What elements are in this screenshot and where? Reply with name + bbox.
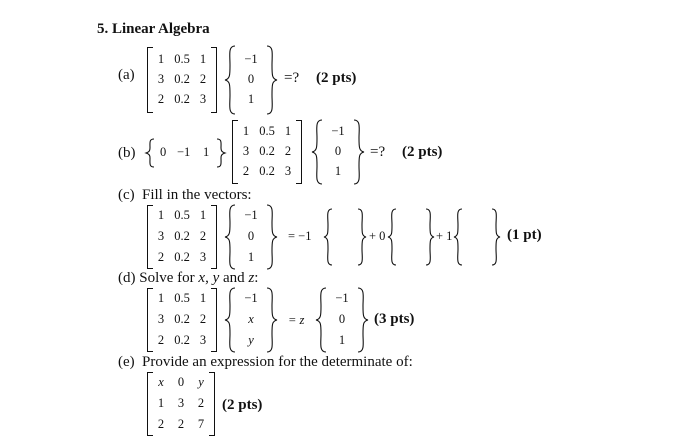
matrix-cell: 3 <box>157 312 165 326</box>
vector-cell: −1 <box>244 52 258 66</box>
matrix-cell: 2 <box>199 72 207 86</box>
left-brace-icon <box>223 204 237 270</box>
right-brace-icon <box>352 119 366 185</box>
part-e-label: (e) <box>118 354 135 370</box>
part-b-vector <box>325 120 351 184</box>
matrix-cell: 0.2 <box>259 164 275 178</box>
part-b-equals: =? <box>370 144 386 160</box>
part-c-matrix <box>147 205 217 269</box>
row-vector-cell: 1 <box>203 145 210 159</box>
right-brace-icon <box>356 287 370 353</box>
blank-vector-1[interactable] <box>336 210 354 264</box>
matrix-cell: 2 <box>284 144 292 158</box>
part-d-points: (3 pts) <box>374 311 415 327</box>
vector-cell: 1 <box>247 250 255 264</box>
part-c-points: (1 pt) <box>507 227 542 243</box>
matrix-cell: 3 <box>157 229 165 243</box>
part-d-text: Solve for <box>139 270 195 286</box>
matrix-cell: 2 <box>197 396 205 410</box>
left-brace-icon <box>310 119 324 185</box>
part-d-equals-z: = z <box>288 313 305 327</box>
vector-cell: −1 <box>244 291 258 305</box>
matrix-cell: 1 <box>199 52 207 66</box>
matrix-cell: 2 <box>199 312 207 326</box>
matrix-cell: 1 <box>199 208 207 222</box>
matrix-cell: y <box>198 375 204 389</box>
vector-cell: 1 <box>334 164 342 178</box>
var-y: y <box>212 270 220 286</box>
matrix-cell: 3 <box>199 333 207 347</box>
part-d-label-text: (d) <box>118 270 136 286</box>
matrix-cell: 2 <box>157 92 165 106</box>
matrix-cell: 0.5 <box>259 124 275 138</box>
blank-vector-3[interactable] <box>466 210 488 264</box>
matrix-cell: 1 <box>199 291 207 305</box>
left-brace-icon <box>144 138 156 168</box>
matrix-cell: 0.2 <box>174 92 190 106</box>
vector-cell: 1 <box>338 333 346 347</box>
left-brace-icon <box>386 208 398 266</box>
part-d-rhs-vector <box>329 288 355 352</box>
vector-cell: −1 <box>335 291 349 305</box>
part-c-equals-neg1: = −1 <box>288 229 312 243</box>
matrix-cell: 0.2 <box>174 312 190 326</box>
matrix-cell: 0.2 <box>259 144 275 158</box>
part-b-points: (2 pts) <box>402 144 443 160</box>
vector-cell: 1 <box>247 92 255 106</box>
matrix-cell: 3 <box>199 92 207 106</box>
matrix-cell: 3 <box>284 164 292 178</box>
vector-cell: y <box>248 333 254 347</box>
matrix-cell: 7 <box>197 417 205 431</box>
part-a-vector <box>238 47 264 113</box>
vector-cell: 0 <box>338 312 346 326</box>
right-brace-icon <box>424 208 436 266</box>
matrix-cell: 1 <box>157 208 165 222</box>
colon: : <box>254 270 259 286</box>
part-e-text: Provide an expression for the determinate of: <box>142 354 413 370</box>
vector-cell: x <box>248 312 254 326</box>
part-c-text: Fill in the vectors: <box>142 187 252 203</box>
left-brace-icon <box>314 287 328 353</box>
part-c-vector <box>238 205 264 269</box>
part-e-points: (2 pts) <box>222 397 263 413</box>
matrix-cell: 1 <box>157 291 165 305</box>
and-text: and <box>223 270 245 286</box>
matrix-cell: 1 <box>157 396 165 410</box>
part-d-label <box>118 270 258 287</box>
problem-title: 5. Linear Algebra <box>97 21 210 37</box>
matrix-cell: 2 <box>157 333 165 347</box>
part-b-label: (b) <box>118 145 136 161</box>
part-c-plus1: + 1 <box>436 229 453 243</box>
part-c-plus0: + 0 <box>369 229 386 243</box>
matrix-cell: 3 <box>177 396 185 410</box>
part-a-label: (a) <box>118 67 135 83</box>
matrix-cell: 3 <box>242 144 250 158</box>
part-a-matrix <box>147 47 217 113</box>
vector-cell: −1 <box>244 208 258 222</box>
part-b-matrix <box>232 120 302 184</box>
right-brace-icon <box>265 287 279 353</box>
part-c-label: (c) <box>118 187 135 203</box>
left-brace-icon <box>223 45 237 115</box>
matrix-cell: 0.5 <box>174 208 190 222</box>
comma: , <box>205 270 209 286</box>
blank-vector-2[interactable] <box>400 210 422 264</box>
matrix-cell: 0.5 <box>174 52 190 66</box>
part-e-matrix <box>147 372 215 436</box>
matrix-cell: 3 <box>199 250 207 264</box>
part-d-matrix <box>147 288 217 352</box>
matrix-cell: 1 <box>157 52 165 66</box>
matrix-cell: 0 <box>177 375 185 389</box>
vector-cell: 0 <box>247 72 255 86</box>
matrix-cell: 3 <box>157 72 165 86</box>
matrix-cell: 2 <box>177 417 185 431</box>
vector-cell: −1 <box>331 124 345 138</box>
matrix-cell: 0.2 <box>174 229 190 243</box>
left-brace-icon <box>322 208 334 266</box>
matrix-cell: 0.2 <box>174 333 190 347</box>
vector-cell: 0 <box>247 229 255 243</box>
right-brace-icon <box>490 208 502 266</box>
matrix-cell: 1 <box>284 124 292 138</box>
right-brace-icon <box>215 138 227 168</box>
matrix-cell: 1 <box>242 124 250 138</box>
var-x: x <box>198 270 206 286</box>
matrix-cell: 2 <box>199 229 207 243</box>
left-brace-icon <box>452 208 464 266</box>
matrix-cell: 2 <box>242 164 250 178</box>
matrix-cell: 0.2 <box>174 72 190 86</box>
matrix-cell: x <box>158 375 164 389</box>
matrix-cell: 0.2 <box>174 250 190 264</box>
row-vector-cell: −1 <box>177 145 191 159</box>
right-brace-icon <box>356 208 368 266</box>
matrix-cell: 2 <box>157 417 165 431</box>
right-brace-icon <box>265 204 279 270</box>
row-vector-cell: 0 <box>160 145 167 159</box>
matrix-cell: 2 <box>157 250 165 264</box>
vector-cell: 0 <box>334 144 342 158</box>
right-brace-icon <box>265 45 279 115</box>
part-d-vector <box>238 288 264 352</box>
part-a-points: (2 pts) <box>316 70 357 86</box>
left-brace-icon <box>223 287 237 353</box>
var-z: z <box>248 270 255 286</box>
part-a-equals: =? <box>284 70 300 86</box>
matrix-cell: 0.5 <box>174 291 190 305</box>
